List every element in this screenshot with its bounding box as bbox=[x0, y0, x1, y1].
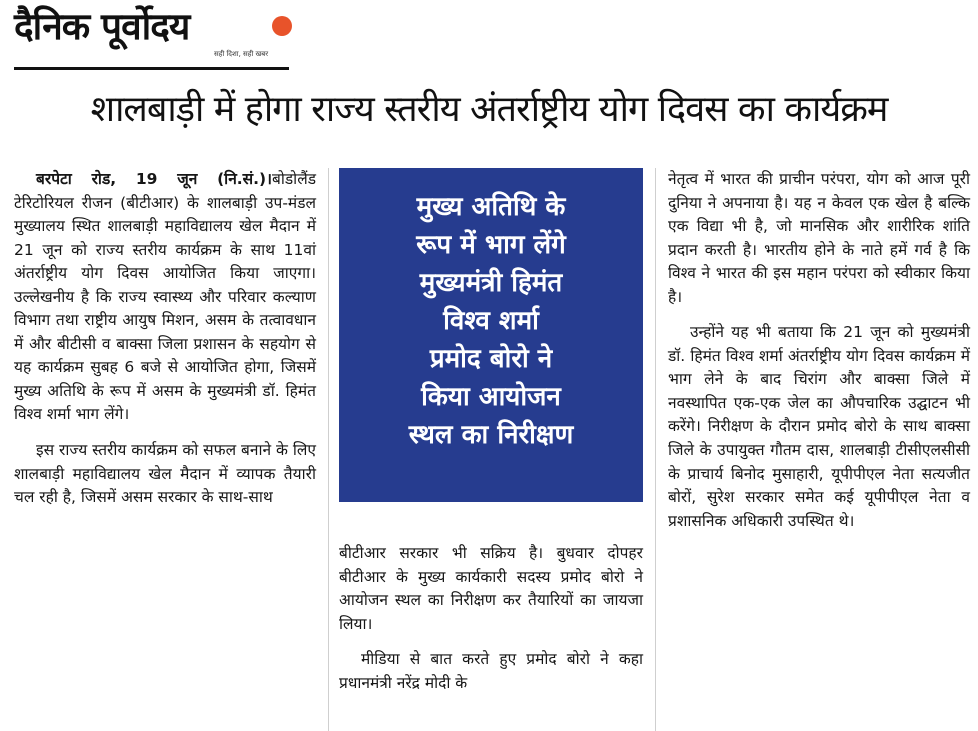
masthead bbox=[14, 4, 289, 70]
highlight-line: विश्व शर्मा bbox=[443, 306, 539, 336]
article-paragraph-text: बोडोलैंड टेरिटोरियल रीजन (बीटीआर) के शालबाड़ी उप-मंडल मुख्यालय स्थित शालबाड़ी महाविद्यालय खेल मैदान में 21 जून को राज्य स्तरीय कार्यक्रम के साथ 11वां अंतर्राष्ट्रीय योग दिवस आयोजित किया जाएगा। उल्लेखनीय है कि राज्य स्वास्थ्य और परिवार कल्याण विभाग तथा राष्ट्रीय आयुष मिशन, असम के तत्वावधान में और बीटीसी व बाक्सा जिला प्रशासन के सहयोग से यह कार्यक्रम सुबह 6 बजे से आयोजित होगा, जिसमें मुख्य अतिथि के रूप में असम के मुख्यमंत्री डॉ. हिमंत विश्व शर्मा भाग लेंगे। bbox=[14, 170, 316, 424]
article-headline: शालबाड़ी में होगा राज्य स्तरीय अंतर्राष्ट्रीय योग दिवस का कार्यक्रम bbox=[90, 89, 888, 130]
column-divider bbox=[328, 168, 329, 731]
article-paragraph: इस राज्य स्तरीय कार्यक्रम को सफल बनाने के लिए शालबाड़ी महाविद्यालय खेल मैदान में व्यापक तैयारी चल रही है, जिसमें असम सरकार के साथ-साथ bbox=[14, 441, 316, 507]
highlight-line: किया आयोजन bbox=[421, 382, 561, 412]
highlight-box bbox=[339, 168, 643, 502]
article-paragraph bbox=[14, 168, 316, 427]
masthead-logo-dot bbox=[272, 16, 292, 36]
highlight-line: स्थल का निरीक्षण bbox=[408, 420, 574, 450]
article-paragraph: बीटीआर सरकार भी सक्रिय है। बुधवार दोपहर बीटीआर के मुख्य कार्यकारी सदस्य प्रमोद बोरो ने आयोजन स्थल का निरीक्षण कर तैयारियों का जायजा लिया। bbox=[339, 544, 643, 633]
highlight-text bbox=[339, 188, 643, 454]
highlight-line: रूप में भाग लेंगे bbox=[416, 230, 566, 260]
masthead-tagline: सही दिशा, सही खबर bbox=[214, 50, 269, 58]
highlight-line: मुख्य अतिथि के bbox=[416, 192, 566, 222]
article-paragraph: उन्होंने यह भी बताया कि 21 जून को मुख्यमंत्री डॉ. हिमंत विश्व शर्मा अंतर्राष्ट्रीय योग दिवस कार्यक्रम में भाग लेने के बाद चिरांग और बाक्सा जिले में नवस्थापित एक-एक जेल का औपचारिक उद्घाटन भी करेंगे। निरीक्षण के दौरान प्रमोद बोरो के साथ बाक्सा जिले के उपायुक्त गौतम दास, शालबाड़ी टीसीएलसीसी के प्राचार्य बिनोद मुसाहारी, यूपीपीएल नेता सत्यजीत बोरों, सुरेश सरकार समेत कई यूपीपीएल नेता व प्रशासनिक अधिकारी उपस्थित थे। bbox=[668, 323, 970, 530]
article-column-1 bbox=[14, 168, 316, 510]
article-paragraph: नेतृत्व में भारत की प्राचीन परंपरा, योग को आज पूरी दुनिया ने अपनाया है। यह न केवल एक खेल है बल्कि एक विद्या भी है, जो मानसिक और शारीरिक शांति प्रदान करती है। भारतीय होने के नाते हमें गर्व है कि विश्व ने भारत की इस महान परंपरा को स्वीकार किया है। bbox=[668, 170, 970, 306]
highlight-line: प्रमोद बोरो ने bbox=[429, 344, 553, 374]
masthead-rule bbox=[14, 67, 289, 70]
article-column-2 bbox=[339, 542, 643, 695]
article-dateline: बरपेटा रोड, 19 जून (नि.सं.)। bbox=[36, 170, 273, 188]
column-divider bbox=[655, 168, 656, 731]
article-column-3 bbox=[668, 168, 970, 533]
masthead-title: दैनिक पूर्वोदय bbox=[14, 5, 190, 48]
article-paragraph: मीडिया से बात करते हुए प्रमोद बोरो ने कहा प्रधानमंत्री नरेंद्र मोदी के bbox=[339, 650, 643, 692]
highlight-line: मुख्यमंत्री हिमंत bbox=[419, 268, 563, 298]
